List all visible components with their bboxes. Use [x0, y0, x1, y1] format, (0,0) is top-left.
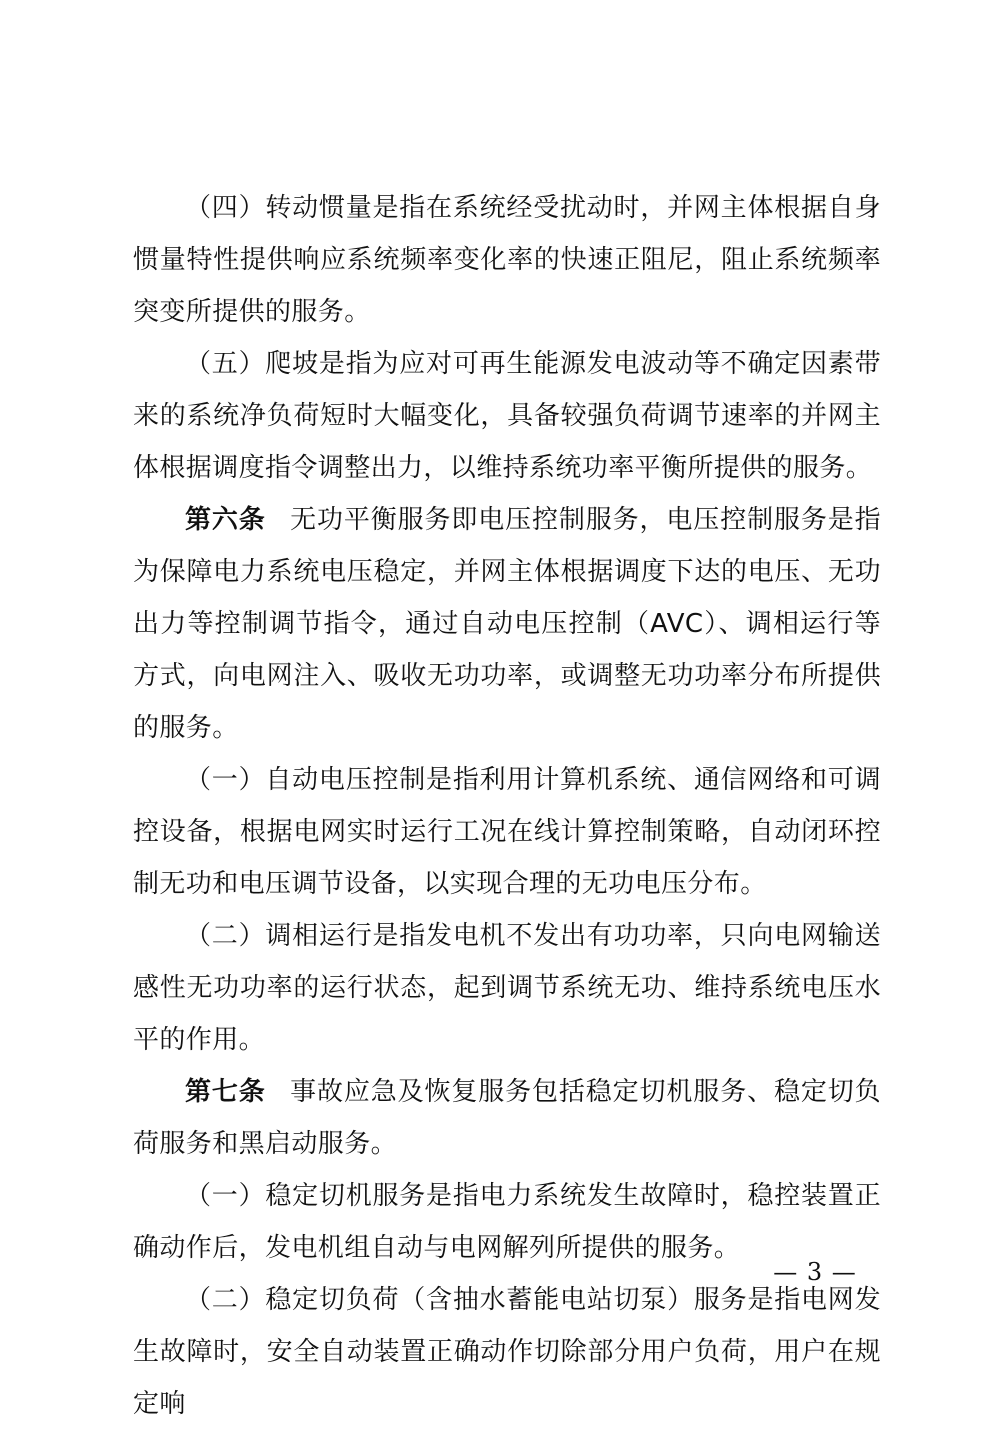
article-number: 第六条	[185, 505, 266, 535]
paragraph-text: （二）调相运行是指发电机不发出有功功率，只向电网输送感性无功功率的运行状态，起到调节系统无功、维持系统电压水平的作用。	[133, 921, 881, 1055]
paragraph-text: （二）稳定切负荷（含抽水蓄能电站切泵）服务是指电网发生故障时，安全自动装置正确动作切除部分用户负荷，用户在规定响	[133, 1285, 881, 1419]
article-6-paragraph	[133, 494, 881, 754]
article-7-paragraph	[133, 1066, 881, 1170]
page-number: — 3 —	[773, 1258, 857, 1286]
paragraph-text: （四）转动惯量是指在系统经受扰动时，并网主体根据自身惯量特性提供响应系统频率变化率的快速正阻尼，阻止系统频率突变所提供的服务。	[133, 193, 881, 327]
paragraph-item-2b	[133, 1274, 881, 1430]
article-number: 第七条	[185, 1077, 266, 1107]
paragraph-text: （一）稳定切机服务是指电力系统发生故障时，稳控装置正确动作后，发电机组自动与电网解列所提供的服务。	[133, 1181, 881, 1263]
paragraph-text: （一）自动电压控制是指利用计算机系统、通信网络和可调控设备，根据电网实时运行工况在线计算控制策略，自动闭环控制无功和电压调节设备，以实现合理的无功电压分布。	[133, 765, 881, 899]
paragraph-text: 事故应急及恢复服务包括稳定切机服务、稳定切负荷服务和黑启动服务。	[133, 1077, 881, 1159]
paragraph-item-2	[133, 910, 881, 1066]
paragraph-item-4	[133, 182, 881, 338]
document-body	[133, 182, 881, 1430]
paragraph-text: 无功平衡服务即电压控制服务，电压控制服务是指为保障电力系统电压稳定，并网主体根据调度下达的电压、无功出力等控制调节指令，通过自动电压控制（AVC）、调相运行等方式，向电网注入、吸收无功功率，或调整无功功率分布所提供的服务。	[133, 505, 881, 743]
paragraph-item-1	[133, 754, 881, 910]
paragraph-item-5	[133, 338, 881, 494]
paragraph-text: （五）爬坡是指为应对可再生能源发电波动等不确定因素带来的系统净负荷短时大幅变化，具备较强负荷调节速率的并网主体根据调度指令调整出力，以维持系统功率平衡所提供的服务。	[133, 349, 881, 483]
